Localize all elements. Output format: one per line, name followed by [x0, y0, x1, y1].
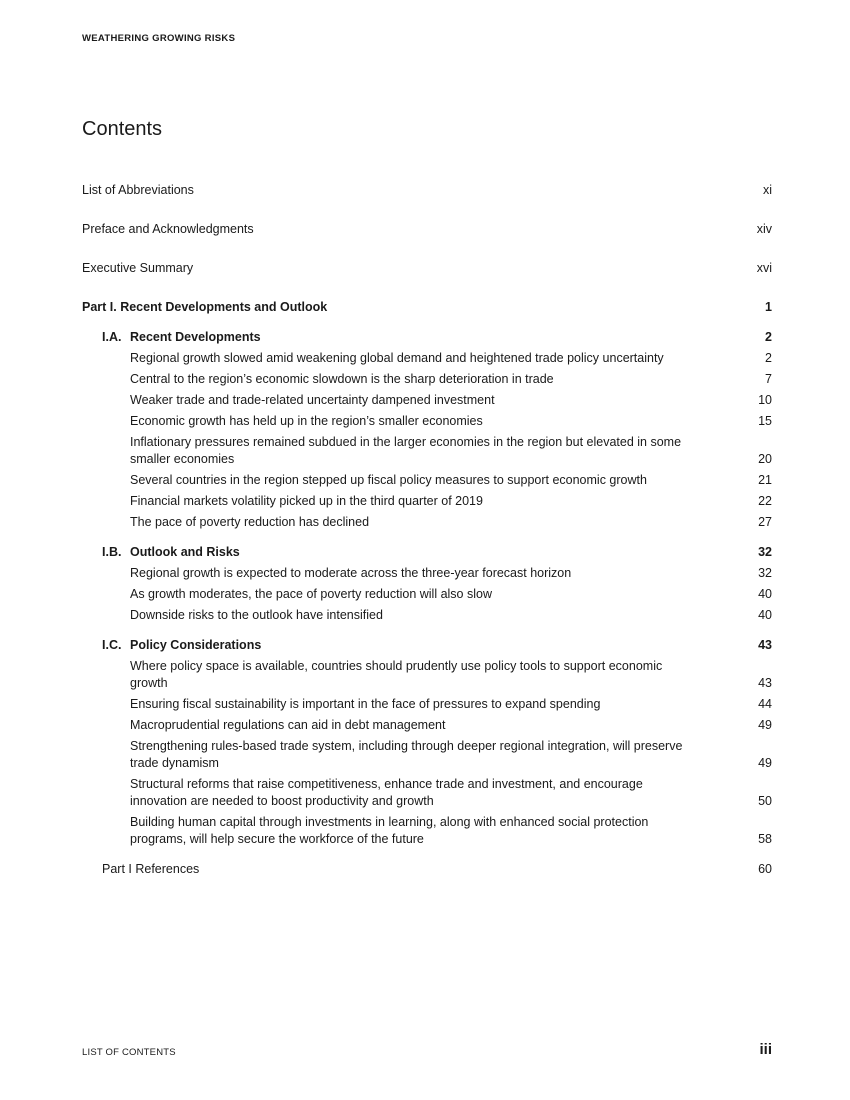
toc-item-page: 20	[758, 452, 772, 466]
toc-item[interactable]	[82, 586, 772, 603]
page-title: Contents	[82, 118, 163, 140]
toc-item-page: 21	[758, 473, 772, 487]
toc-item[interactable]	[82, 814, 772, 848]
toc-item-page: 58	[758, 832, 772, 846]
toc-item-page: 50	[758, 794, 772, 808]
toc-item-title: Macroprudential regulations can aid in debt management	[130, 718, 446, 732]
toc-item-page: 44	[758, 697, 772, 711]
running-header: WEATHERING GROWING RISKS	[82, 33, 236, 44]
toc-item[interactable]	[82, 717, 772, 734]
toc-item-page: 32	[758, 566, 772, 580]
toc-item-title: Downside risks to the outlook have intensified	[130, 608, 383, 622]
toc-entry-preface[interactable]	[82, 221, 772, 238]
toc-item-page: 22	[758, 494, 772, 508]
footer-label: LIST OF CONTENTS	[82, 1047, 176, 1058]
toc-item-title: Several countries in the region stepped up fiscal policy measures to support economic growth	[130, 473, 647, 487]
toc-item-title: Building human capital through investments in learning, along with enhanced social protection programs, will help secure the workforce of the future	[130, 815, 649, 846]
toc-item-page: 40	[758, 608, 772, 622]
toc-section-title: Outlook and Risks	[130, 545, 240, 559]
toc-entry-executive-summary[interactable]	[82, 260, 772, 277]
table-of-contents	[82, 182, 772, 878]
toc-item[interactable]	[82, 392, 772, 409]
toc-section-number: I.C.	[102, 638, 122, 652]
toc-item[interactable]	[82, 434, 772, 468]
toc-section-heading[interactable]	[82, 637, 772, 654]
toc-entry-page: 60	[758, 862, 772, 876]
toc-item-page: 40	[758, 587, 772, 601]
toc-item-page: 49	[758, 756, 772, 770]
toc-item-page: 2	[765, 351, 772, 365]
toc-section-page: 2	[765, 330, 772, 344]
toc-item-page: 43	[758, 676, 772, 690]
toc-item-title: Financial markets volatility picked up in the third quarter of 2019	[130, 494, 483, 508]
toc-item[interactable]	[82, 776, 772, 810]
toc-item[interactable]	[82, 493, 772, 510]
toc-item-title: Regional growth is expected to moderate across the three-year forecast horizon	[130, 566, 572, 580]
toc-item[interactable]	[82, 413, 772, 430]
toc-item-title: The pace of poverty reduction has declined	[130, 515, 370, 529]
toc-item[interactable]	[82, 472, 772, 489]
toc-part-title: Part I. Recent Developments and Outlook	[82, 300, 328, 314]
toc-item[interactable]	[82, 658, 772, 692]
toc-item[interactable]	[82, 696, 772, 713]
page-number: iii	[759, 1041, 772, 1058]
toc-entry-page: xvi	[756, 261, 772, 275]
toc-section-page: 43	[758, 638, 772, 652]
toc-section-page: 32	[758, 545, 772, 559]
toc-entry-abbreviations[interactable]	[82, 182, 772, 199]
toc-part-page: 1	[765, 300, 772, 314]
toc-item-title: Inflationary pressures remained subdued in the larger economies in the region but elevated in some smaller economies	[130, 435, 682, 466]
toc-section-number: I.B.	[102, 545, 122, 559]
toc-item[interactable]	[82, 607, 772, 624]
toc-item-title: Regional growth slowed amid weakening global demand and heightened trade policy uncertainty	[130, 351, 664, 365]
toc-section-heading[interactable]	[82, 544, 772, 561]
toc-entry-title: Part I References	[102, 862, 200, 876]
toc-item[interactable]	[82, 514, 772, 531]
toc-entry-references[interactable]	[82, 861, 772, 878]
toc-item-title: Central to the region’s economic slowdown is the sharp deterioration in trade	[130, 372, 554, 386]
toc-section-number: I.A.	[102, 330, 122, 344]
toc-part-heading[interactable]	[82, 299, 772, 316]
toc-item-title: Structural reforms that raise competitiveness, enhance trade and investment, and encourage innovation are needed to boost productivity and growth	[130, 777, 643, 808]
toc-entry-page: xi	[762, 183, 772, 197]
toc-item-title: Strengthening rules-based trade system, including through deeper regional integration, will preserve trade dynamism	[130, 739, 683, 770]
toc-item-page: 10	[758, 393, 772, 407]
toc-item[interactable]	[82, 565, 772, 582]
toc-item[interactable]	[82, 350, 772, 367]
toc-item-title: Weaker trade and trade-related uncertainty dampened investment	[130, 393, 495, 407]
toc-entry-page: xiv	[756, 222, 772, 236]
toc-entry-title: List of Abbreviations	[82, 183, 194, 197]
toc-item-title: Ensuring fiscal sustainability is important in the face of pressures to expand spending	[130, 697, 601, 711]
toc-item[interactable]	[82, 371, 772, 388]
toc-item-title: Where policy space is available, countries should prudently use policy tools to support economic growth	[130, 659, 663, 690]
toc-entry-title: Executive Summary	[82, 261, 194, 275]
toc-entry-title: Preface and Acknowledgments	[82, 222, 254, 236]
toc-item[interactable]	[82, 738, 772, 772]
toc-section-heading[interactable]	[82, 329, 772, 346]
toc-item-page: 15	[758, 414, 772, 428]
toc-item-title: As growth moderates, the pace of poverty reduction will also slow	[130, 587, 492, 601]
toc-item-page: 7	[765, 372, 772, 386]
toc-section-title: Recent Developments	[130, 330, 261, 344]
toc-item-page: 49	[758, 718, 772, 732]
toc-item-page: 27	[758, 515, 772, 529]
toc-section-title: Policy Considerations	[130, 638, 262, 652]
toc-item-title: Economic growth has held up in the region’s smaller economies	[130, 414, 483, 428]
